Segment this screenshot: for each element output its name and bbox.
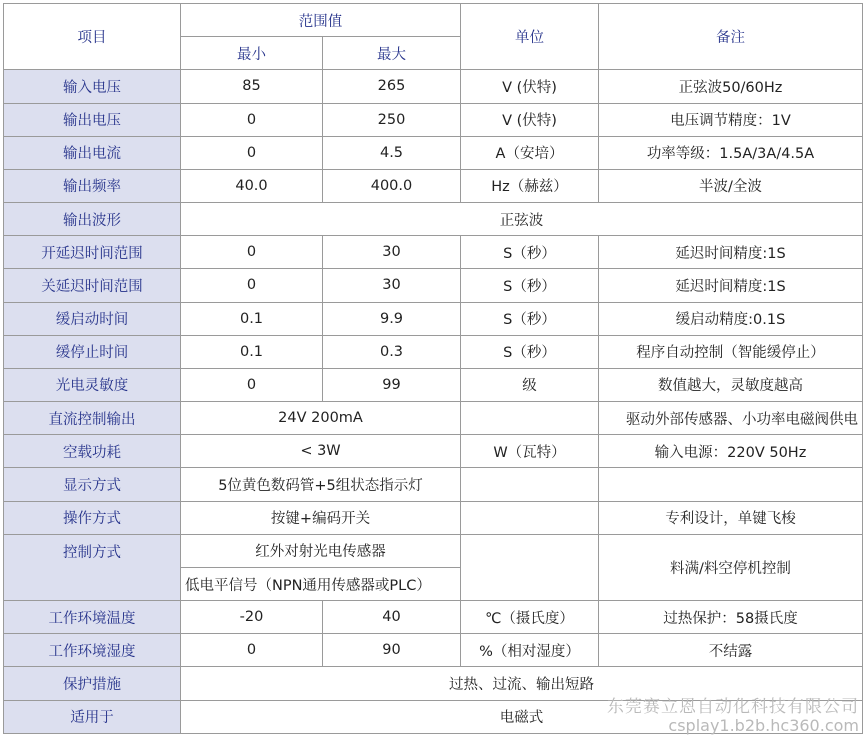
unit-value: %（相对湿度） xyxy=(461,634,599,667)
merged-value: 正弦波 xyxy=(181,203,863,236)
unit-value xyxy=(461,534,599,600)
max-value: 400.0 xyxy=(323,169,461,202)
min-value: 0 xyxy=(181,368,323,401)
row-label: 输出电压 xyxy=(4,103,181,136)
watermark-company: 东莞赛立恩自动化科技有限公司 xyxy=(607,697,859,717)
note-value: 输入电源：220V 50Hz xyxy=(599,435,863,468)
row-label: 适用于 xyxy=(4,700,181,733)
row-label: 缓启动时间 xyxy=(4,302,181,335)
row-label: 开延迟时间范围 xyxy=(4,236,181,269)
table-row xyxy=(4,302,863,335)
unit-value: ℃（摄氏度） xyxy=(461,601,599,634)
table-row xyxy=(4,70,863,103)
merged-value: 电磁式 xyxy=(181,700,863,733)
unit-value xyxy=(461,501,599,534)
note-value: 电压调节精度：1V xyxy=(599,103,863,136)
table-row xyxy=(4,501,863,534)
merged-value: < 3W xyxy=(181,435,461,468)
max-value: 40 xyxy=(323,601,461,634)
unit-value: A（安培） xyxy=(461,136,599,169)
min-value: -20 xyxy=(181,601,323,634)
row-label: 工作环境湿度 xyxy=(4,634,181,667)
row-label: 缓停止时间 xyxy=(4,335,181,368)
note-value xyxy=(599,468,863,501)
note-value: 半波/全波 xyxy=(599,169,863,202)
table-row xyxy=(4,601,863,634)
max-value: 9.9 xyxy=(323,302,461,335)
table-row xyxy=(4,634,863,667)
unit-value: S（秒） xyxy=(461,302,599,335)
note-value: 驱动外部传感器、小功率电磁阀供电 xyxy=(599,402,863,435)
merged-value: 按键+编码开关 xyxy=(181,501,461,534)
table-row xyxy=(4,103,863,136)
table-row xyxy=(4,435,863,468)
max-value: 0.3 xyxy=(323,335,461,368)
table-row xyxy=(4,468,863,501)
unit-value: 级 xyxy=(461,368,599,401)
min-value: 0 xyxy=(181,136,323,169)
table-row xyxy=(4,534,863,567)
table-row xyxy=(4,335,863,368)
row-label: 输出频率 xyxy=(4,169,181,202)
merged-value: 过热、过流、输出短路 xyxy=(181,667,863,700)
min-value: 0.1 xyxy=(181,302,323,335)
note-value: 数值越大，灵敏度越高 xyxy=(599,368,863,401)
unit-value: S（秒） xyxy=(461,269,599,302)
unit-value xyxy=(461,402,599,435)
note-value: 正弦波50/60Hz xyxy=(599,70,863,103)
merged-value: 24V 200mA xyxy=(181,402,461,435)
unit-value: V (伏特) xyxy=(461,103,599,136)
header-min: 最小 xyxy=(181,37,323,70)
header-note: 备注 xyxy=(599,4,863,70)
table-row xyxy=(4,368,863,401)
row-label: 控制方式 xyxy=(4,534,181,600)
max-value: 90 xyxy=(323,634,461,667)
min-value: 40.0 xyxy=(181,169,323,202)
min-value: 0 xyxy=(181,634,323,667)
unit-value: S（秒） xyxy=(461,236,599,269)
row-label: 输出波形 xyxy=(4,203,181,236)
unit-value: W（瓦特） xyxy=(461,435,599,468)
max-value: 265 xyxy=(323,70,461,103)
unit-value: V (伏特) xyxy=(461,70,599,103)
table-row xyxy=(4,136,863,169)
row-label: 直流控制输出 xyxy=(4,402,181,435)
unit-value: Hz（赫兹） xyxy=(461,169,599,202)
watermark-site: csplay1.b2b.hc360.com xyxy=(668,716,859,735)
row-label: 显示方式 xyxy=(4,468,181,501)
row-label: 操作方式 xyxy=(4,501,181,534)
note-value: 延迟时间精度:1S xyxy=(599,269,863,302)
min-value: 0 xyxy=(181,103,323,136)
row-label: 保护措施 xyxy=(4,667,181,700)
merged-value: 红外对射光电传感器 xyxy=(181,534,461,567)
note-value: 不结露 xyxy=(599,634,863,667)
note-value: 料满/料空停机控制 xyxy=(599,534,863,600)
row-label: 光电灵敏度 xyxy=(4,368,181,401)
header-range: 范围值 xyxy=(181,4,461,37)
min-value: 0 xyxy=(181,236,323,269)
row-label: 输出电流 xyxy=(4,136,181,169)
merged-value: 低电平信号（NPN通用传感器或PLC） xyxy=(181,567,461,600)
note-value: 缓启动精度:0.1S xyxy=(599,302,863,335)
min-value: 0.1 xyxy=(181,335,323,368)
note-value: 延迟时间精度:1S xyxy=(599,236,863,269)
table-row xyxy=(4,169,863,202)
spec-table xyxy=(3,3,863,734)
max-value: 30 xyxy=(323,236,461,269)
min-value: 0 xyxy=(181,269,323,302)
table-row xyxy=(4,236,863,269)
header-item: 项目 xyxy=(4,4,181,70)
header-unit: 单位 xyxy=(461,4,599,70)
max-value: 4.5 xyxy=(323,136,461,169)
row-label: 输入电压 xyxy=(4,70,181,103)
table-row xyxy=(4,402,863,435)
merged-value: 5位黄色数码管+5组状态指示灯 xyxy=(181,468,461,501)
header-max: 最大 xyxy=(323,37,461,70)
min-value: 85 xyxy=(181,70,323,103)
note-value: 过热保护：58摄氏度 xyxy=(599,601,863,634)
row-label: 空载功耗 xyxy=(4,435,181,468)
max-value: 99 xyxy=(323,368,461,401)
note-value: 专利设计，单键飞梭 xyxy=(599,501,863,534)
row-label: 关延迟时间范围 xyxy=(4,269,181,302)
row-label: 工作环境温度 xyxy=(4,601,181,634)
max-value: 250 xyxy=(323,103,461,136)
note-value: 功率等级：1.5A/3A/4.5A xyxy=(599,136,863,169)
max-value: 30 xyxy=(323,269,461,302)
note-value: 程序自动控制（智能缓停止） xyxy=(599,335,863,368)
table-row xyxy=(4,269,863,302)
unit-value: S（秒） xyxy=(461,335,599,368)
table-row xyxy=(4,203,863,236)
unit-value xyxy=(461,468,599,501)
